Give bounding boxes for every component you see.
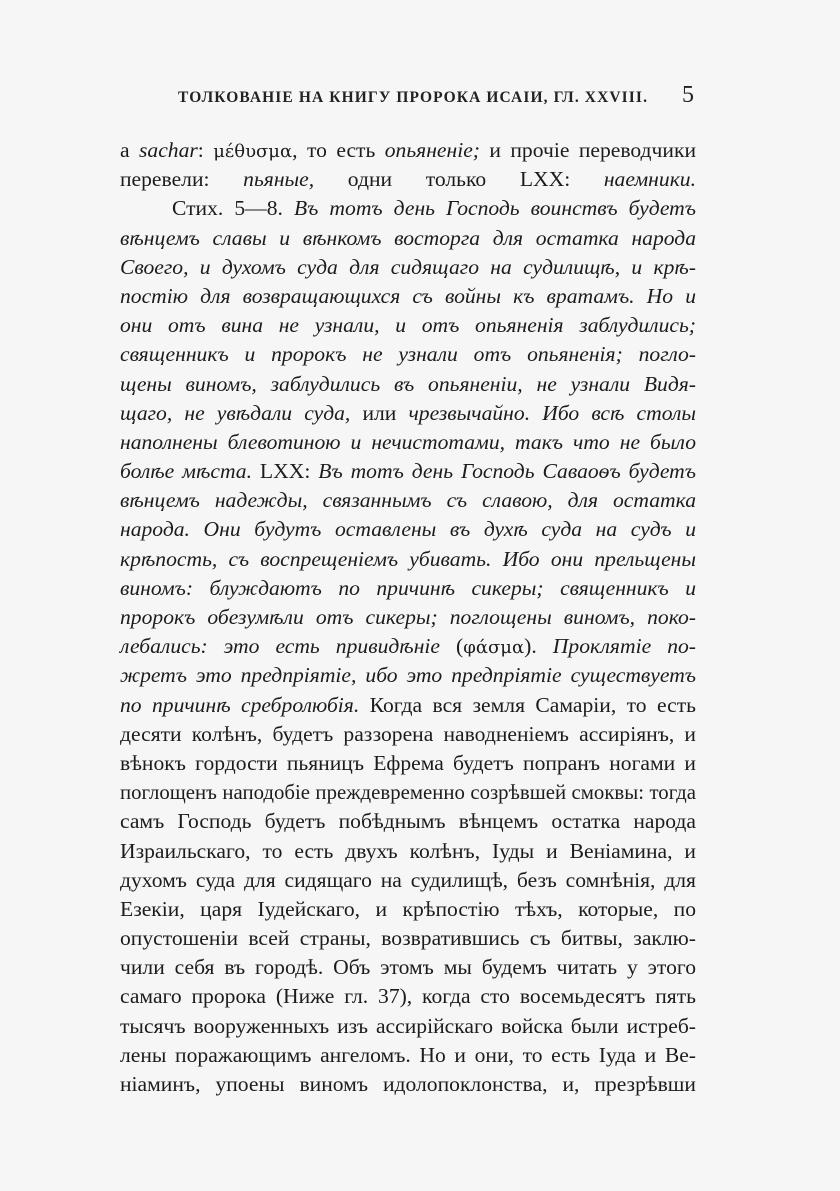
text-segment: десяти колѣнъ, будетъ раззорена наводненіемъ ассиріянъ, и xyxy=(120,721,696,746)
italic-text: чрезвычайно. Ибо всѣ столы xyxy=(408,400,696,425)
italic-text: опьяненіе; xyxy=(384,138,480,162)
text-segment: лены поражающимъ ангеломъ. Но и они, то есть Іуда и Ве- xyxy=(120,1042,696,1067)
text-line xyxy=(120,311,696,340)
text-line xyxy=(120,866,696,895)
italic-text: пророкъ обезумѣли отъ сикеры; поглощены виномъ, поко- xyxy=(120,605,696,629)
italic-text: крѣпость, съ воспрещеніемъ убивать. Ибо они прельщены xyxy=(120,546,696,571)
text-line xyxy=(120,515,696,544)
italic-text: священникъ и пророкъ не узнали отъ опьяненія; погло- xyxy=(120,342,696,367)
text-line xyxy=(120,574,696,603)
text-line xyxy=(120,224,696,253)
italic-text: щены виномъ, заблудились въ опьяненіи, не узнали Видя- xyxy=(120,371,696,396)
text-line xyxy=(120,165,696,194)
text-segment: Езекіи, царя Іудейскаго, и крѣпостію тѣхъ, которые, по xyxy=(120,896,696,921)
text-segment: : xyxy=(197,138,214,162)
italic-text: наемники. xyxy=(603,167,696,192)
text-line xyxy=(120,399,696,428)
italic-text: они отъ вина не узнали, и отъ опьяненія заблудились; xyxy=(120,313,696,338)
text-line xyxy=(120,807,696,836)
text-segment: ( xyxy=(440,634,464,659)
italic-text: Своего, и духомъ суда для сидящаго на судилищѣ, и крѣ- xyxy=(120,254,696,279)
italic-text: лебались: это есть привидѣніе xyxy=(120,634,440,659)
text-line xyxy=(120,632,696,661)
italic-text: жретъ это предпріятіе, ибо это предпріятіе существуетъ xyxy=(120,663,696,688)
text-line xyxy=(120,924,696,953)
text-line xyxy=(120,982,696,1011)
italic-text: виномъ: блуждаютъ по причинѣ сикеры; священникъ и xyxy=(120,575,696,600)
page-number: 5 xyxy=(682,82,694,108)
text-segment: LXX: xyxy=(252,459,319,484)
text-segment: Когда вся земля Самаріи, то есть xyxy=(359,692,696,717)
text-line xyxy=(120,253,696,282)
text-line xyxy=(120,486,696,515)
italic-text: наполнены блевотиною и нечистотами, такъ что не было xyxy=(120,429,696,454)
italic-text: Проклятіе по- xyxy=(552,634,696,659)
italic-text: щаго, не увѣдали суда, xyxy=(120,400,351,425)
text-segment: чили себя въ городѣ. Объ этомъ мы будемъ читать у этого xyxy=(120,955,696,980)
italic-text: по причинѣ сребролюбія. xyxy=(120,692,360,717)
text-segment: ніаминъ, упоены виномъ идолопоклонства, и, презрѣвши xyxy=(120,1072,696,1096)
text-line xyxy=(120,282,696,311)
text-segment: тысячъ вооруженныхъ изъ ассирійскаго войска были истреб- xyxy=(120,1013,696,1038)
italic-text: пьяные, xyxy=(243,167,315,192)
italic-text: вѣнцемъ славы и вѣнкомъ восторга для остатка народа xyxy=(120,225,696,250)
text-segment: Израильскаго, то есть двухъ колѣнъ, Іуды и Веніамина, и xyxy=(120,838,696,863)
text-line xyxy=(120,778,696,807)
text-line xyxy=(120,457,696,486)
italic-text: болѣе мѣста. xyxy=(120,459,252,484)
text-segment: и прочіе переводчики xyxy=(480,138,697,162)
text-segment: духомъ суда для сидящаго на судилищѣ, безъ сомнѣнія, для xyxy=(120,867,696,892)
greek-word: φάσμα xyxy=(463,637,525,659)
italic-text: народа. Они будутъ оставлены въ духѣ суда на судъ и xyxy=(120,517,696,542)
text-line xyxy=(120,661,696,690)
text-line xyxy=(120,691,696,720)
text-segment: поглощенъ наподобіе преждевременно созрѣвшей смоквы: тогда xyxy=(120,781,696,805)
text-line xyxy=(120,603,696,632)
text-line xyxy=(120,136,696,165)
italic-text: Въ тотъ день Господь воинствъ будетъ xyxy=(293,196,696,221)
text-line xyxy=(120,340,696,369)
text-segment: одни только LXX: xyxy=(314,167,604,192)
italic-text: вѣнцемъ надежды, связаннымъ съ славою, для остатка xyxy=(120,488,696,513)
text-line xyxy=(120,749,696,778)
text-line xyxy=(120,194,696,223)
text-line xyxy=(120,428,696,457)
text-segment: самаго пророка (Ниже гл. 37), когда сто восемьдесятъ пять xyxy=(120,984,696,1009)
running-head xyxy=(120,82,694,116)
text-segment: вѣнокъ гордости пьяницъ Ефрема будетъ попранъ ногами и xyxy=(120,750,696,775)
text-line xyxy=(120,720,696,749)
text-line xyxy=(120,1012,696,1041)
body-text xyxy=(120,136,696,1099)
italic-text: sachar xyxy=(139,138,198,162)
text-segment: ). xyxy=(524,634,553,659)
text-line xyxy=(120,837,696,866)
text-segment: , то есть xyxy=(292,138,385,162)
text-line xyxy=(120,1070,696,1099)
italic-text: постію для возвращающихся съ войны къ вратамъ. Но и xyxy=(120,283,696,308)
text-segment: а xyxy=(120,138,139,162)
running-title: ТОЛКОВАНІЕ НА КНИГУ ПРОРОКА ИСАІИ, ГЛ. XXVIII. xyxy=(178,89,649,106)
text-segment: или xyxy=(350,400,409,425)
italic-text: Въ тотъ день Господь Саваоѳъ будетъ xyxy=(318,459,696,484)
text-segment: перевели: xyxy=(120,167,244,192)
text-line xyxy=(120,953,696,982)
greek-word: μέθυσμα xyxy=(213,141,293,162)
text-line xyxy=(120,1041,696,1070)
text-segment: опустошеніи всей страны, возвратившись съ битвы, заклю- xyxy=(120,926,696,951)
text-line xyxy=(120,895,696,924)
text-segment: Стих. 5—8. xyxy=(172,196,294,221)
text-line xyxy=(120,370,696,399)
text-line xyxy=(120,545,696,574)
text-segment: самъ Господь будетъ побѣднымъ вѣнцемъ остатка народа xyxy=(120,809,696,834)
